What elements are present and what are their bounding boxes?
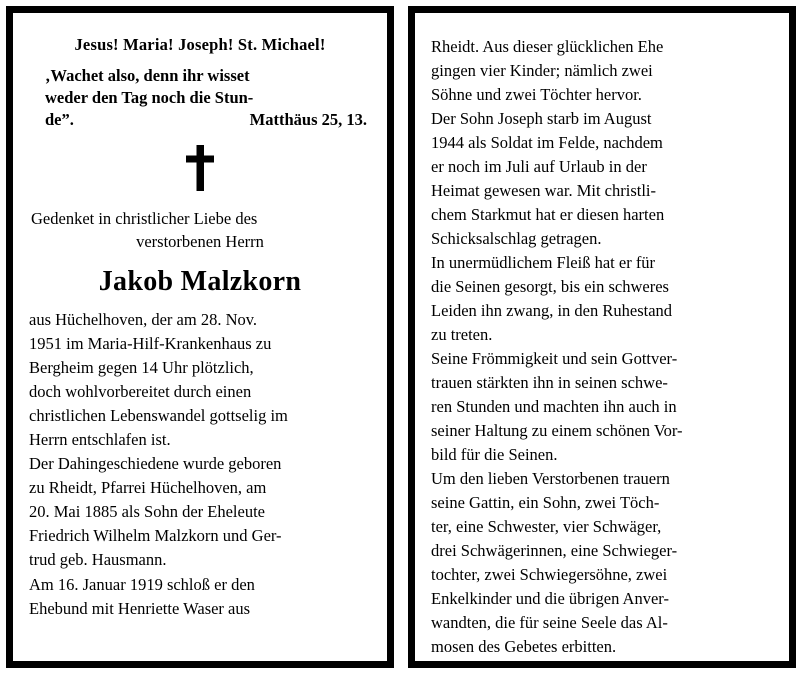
line: seine Gattin, ein Sohn, zwei Töch- [431,493,660,512]
line: aus Hüchelhoven, der am 28. Nov. [29,309,258,329]
line: Der Sohn Joseph starb im August [431,109,652,128]
line: christlichen Lebenswandel gottselig im [29,405,288,425]
line: Bergheim gegen 14 Uhr plötzlich, [29,357,254,377]
line: Söhne und zwei Töchter hervor. [431,85,642,104]
quote-line-3 [45,109,367,131]
line: bild für die Seinen. [431,445,558,464]
line: 1951 im Maria-Hilf-Krankenhaus zu [29,333,272,353]
line: 20. Mai 1885 als Sohn der Eheleute [29,502,265,522]
line: zu Rheidt, Pfarrei Hüchelhoven, am [29,478,267,498]
line: Am 16. Januar 1919 schloß er den [29,574,255,594]
paragraph-2 [431,107,775,251]
line: drei Schwägerinnen, eine Schwieger- [431,541,678,560]
quote-line-3-text: de”. [45,109,74,129]
line: Der Dahingeschiedene wurde geboren [29,454,282,474]
line: trauen stärkten ihn in seinen schwe- [431,373,668,392]
invocation-headline: Jesus! Maria! Joseph! St. Michael! [74,35,326,54]
line: Ehebund mit Henriette Waser aus [29,598,251,618]
line: tochter, zwei Schwiegersöhne, zwei [431,565,668,584]
line: seiner Haltung zu einem schönen Vor- [431,421,683,440]
line: er noch im Juli auf Urlaub in der [431,157,647,176]
line: Enkelkinder und die übrigen Anver- [431,589,669,608]
deceased-name: Jakob Malzkorn [98,265,302,297]
line: Leiden ihn zwang, in den Ruhestand [431,301,673,320]
quote-line-1: ‚Wachet also, denn ihr wisset [45,66,250,85]
line: Heimat gewesen war. Mit christli- [431,181,656,200]
line: Rheidt. Aus dieser glücklichen Ehe [431,37,664,56]
line: trud geb. Hausmann. [29,550,167,570]
line: Schicksalschlag getragen. [431,229,602,248]
line: chem Starkmut hat er diesen harten [431,205,665,224]
left-biography [29,308,371,621]
line: doch wohlvorbereitet durch einen [29,381,252,401]
line: In unermüdlichem Fleiß hat er für [431,253,656,272]
line: Herrn entschlafen ist. [29,430,171,450]
memorial-card-left [6,6,394,668]
paragraph-1 [431,35,775,107]
paragraph-4 [431,347,775,467]
line: ter, eine Schwester, vier Schwäger, [431,517,662,536]
line: mosen des Gebetes erbitten. [431,637,617,656]
dedication-word-group-1: Gedenket in christlicher Liebe des [31,208,258,228]
scripture-quote [45,65,367,131]
paragraph-2 [29,452,371,572]
dedication-line-2: verstorbenen Herrn [136,232,264,252]
line: Um den lieben Verstorbenen trauern [431,469,670,488]
dedication-text [31,207,369,254]
right-biography [431,35,775,659]
quote-citation: Matthäus 25, 13. [249,109,367,129]
paragraph-5 [431,467,775,659]
memorial-card-right [408,6,796,668]
line: gingen vier Kinder; nämlich zwei [431,61,653,80]
latin-cross-icon [29,145,371,195]
paragraph-1 [29,308,371,452]
line: wandten, die für seine Seele das Al- [431,613,668,632]
line: 1944 als Soldat im Felde, nachdem [431,133,663,152]
line: ren Stunden und machten ihn auch in [431,397,677,416]
paragraph-3 [431,251,775,347]
line: die Seinen gesorgt, bis ein schweres [431,277,669,296]
line: zu treten. [431,325,493,344]
card-left-content [13,13,387,661]
card-right-content [415,13,789,661]
paragraph-3 [29,573,371,621]
line: Seine Frömmigkeit und sein Gottver- [431,349,678,368]
quote-line-2: weder den Tag noch die Stun- [45,87,254,107]
line: Friedrich Wilhelm Malzkorn und Ger- [29,526,282,546]
dedication-line-1 [31,207,369,230]
